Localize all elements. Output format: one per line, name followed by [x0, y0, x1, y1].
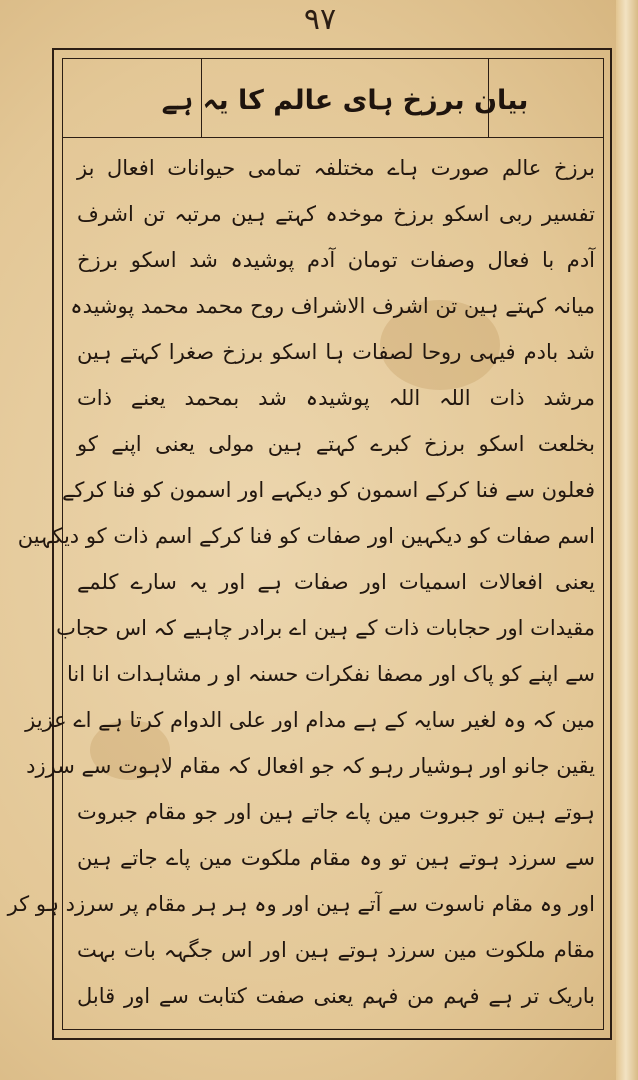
text-line: اسم صفات کو دیکہین اور صفات کو فنا کرکے اسم ذات کو دیکہین: [17, 524, 595, 548]
header-rule: [63, 137, 603, 138]
page-number: ۹۷: [303, 2, 337, 37]
text-line: تفسیر ربی اسکو برزخ موخدہ کہتے ہین مرتبہ تن اشرف: [77, 202, 595, 226]
text-line: مین کہ وہ لغیر سایہ کے ہے مدام اور علی الدوام کرتا ہے اے عزیز: [25, 708, 595, 732]
text-line: بخلعت اسکو برزخ کبرے کہتے ہین مولی یعنی اپنے کو: [77, 432, 595, 456]
text-line: ہوتے ہین تو جبروت مین پاے جاتے ہین اور جو مقام جبروت: [77, 800, 595, 824]
body-text: [7, 145, 595, 1017]
text-line: فعلون سے فنا کرکے اسمون کو دیکہے اور اسمون کو فنا کرکے: [62, 478, 595, 502]
text-line: مرشد ذات اللہ اللہ پوشیدہ شد بمحمد یعنے ذات: [77, 386, 595, 410]
text-line: آدم با فعال وصفات تومان آدم پوشیدہ شد اسکو برزخ: [77, 248, 595, 272]
text-line: شد بادم فیہی روحا لصفات ہا اسکو برزخ صغرا کہتے ہین: [77, 340, 595, 364]
text-line: سے سرزد ہوتے ہین تو وہ مقام ملکوت مین پاے جاتے ہین: [77, 846, 595, 870]
page-edge: [616, 0, 638, 1080]
text-line: برزخ عالم صورت ہاے مختلفہ تمامی حیوانات افعال بز: [77, 156, 595, 180]
text-line: مقیدات اور حجابات ذات کے ہین اے برادر چاہیے کہ اس حجاب: [56, 616, 595, 640]
text-line: میانہ کہتے ہین تن اشرف الاشراف روح محمد محمد پوشیدہ: [70, 294, 595, 318]
text-line: یعنی افعالات اسمیات اور صفات ہے اور یہ سارے کلمے: [77, 570, 595, 594]
text-line: باریک تر ہے فہم من فہم یعنی صفت کتابت سے اور قابل: [77, 984, 595, 1008]
inner-border: [7, 58, 604, 1030]
section-heading: بیان برزخ ہای عالم کا یہ ہے: [161, 84, 529, 116]
text-line: یقین جانو اور ہوشیار رہو کہ جو افعال کہ مقام لاہوت سے سرزد: [26, 754, 595, 778]
text-frame: [7, 48, 612, 1040]
text-line: مقام ملکوت مین سرزد ہوتے ہین اور اس جگہہ بات بہت: [77, 938, 595, 962]
text-line: اور وہ مقام ناسوت سے آتے ہین اور وہ ہر ہر مقام پر سرزد ہو کر: [7, 892, 595, 916]
text-line: سے اپنے کو پاک اور مصفا نفکرات حسنہ او ر مشاہدات انا انا: [66, 662, 595, 686]
